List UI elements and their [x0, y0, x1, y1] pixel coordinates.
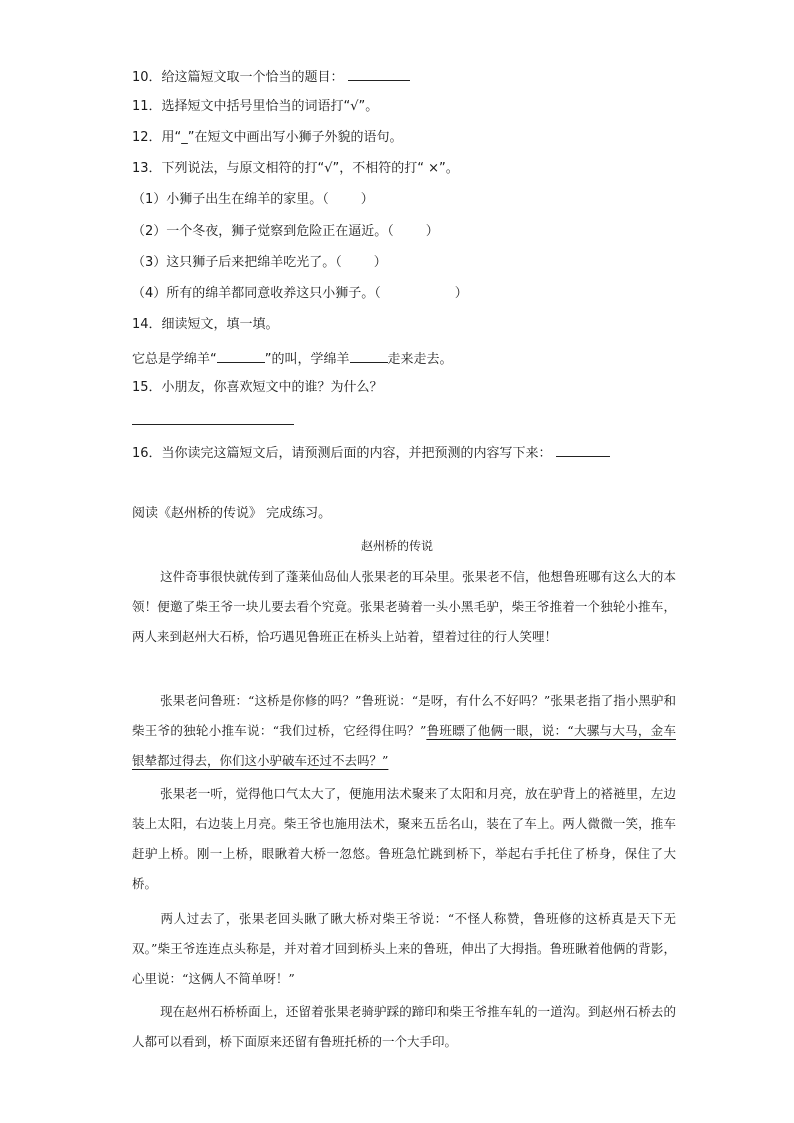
question-12: [132, 129, 403, 147]
item-text: （4）所有的绵羊都同意收养这只小狮子。（: [132, 286, 381, 301]
item-text: （1）小狮子出生在绵羊的家里。（: [132, 192, 329, 207]
question-13-item-2: （2）一个冬夜，狮子觉察到危险正在逼近。（ ）: [132, 224, 439, 239]
question-14-text: 14．细读短文，填一填。: [132, 317, 279, 332]
question-14: [132, 316, 279, 334]
question-13-item-4: （4）所有的绵羊都同意收养这只小狮子。（ ）: [132, 286, 468, 301]
answer-blank-q10[interactable]: [348, 66, 410, 81]
answer-blank-q16[interactable]: [556, 442, 610, 457]
question-13-item-1: （1）小狮子出生在绵羊的家里。（ ）: [132, 192, 374, 207]
question-11: [132, 98, 378, 116]
question-11-text: 11．选择短文中括号里恰当的词语打“√”。: [132, 99, 379, 114]
question-14-fill: 它总是学绵羊“ ”的叫，学绵羊 走来走去。: [132, 348, 453, 369]
question-13-text: 13．下列说法，与原文相符的打“√”，不相符的打“ ×”。: [132, 161, 459, 176]
answer-blank-q14-walk[interactable]: [350, 348, 388, 363]
reading-intro: [132, 505, 331, 523]
story-paragraph-2: 张果老问鲁班：“这桥是你修的吗？”鲁班说：“是呀，有什么不好吗？”张果老指了指小黑驴和柴王爷的独轮小推车说：“我们过桥，它经得住吗？”鲁班瞟了他俩一眼，说：“大骡与大马，金车银辇都过得去，你们这小驴破车还过不去吗？”: [132, 693, 676, 768]
story-paragraph-4: 两人过去了，张果老回头瞅了瞅大桥对柴王爷说：“不怪人称赞，鲁班修的这桥真是天下无双。”柴王爷连连点头称是，并对着才回到桥头上来的鲁班，伸出了大拇指。鲁班瞅着他俩的背影，心里说：“这俩人不简单呀！”: [132, 911, 676, 986]
question-16-text: 16．当你读完这篇短文后，请预测后面的内容，并把预测的内容写下来：: [132, 446, 552, 461]
reading-instruction: 阅读《赵州桥的传说》 完成练习。: [132, 506, 332, 521]
item-text: （3）这只狮子后来把绵羊吃光了。（: [132, 255, 342, 270]
question-13-item-3: （3）这只狮子后来把绵羊吃光了。（ ）: [132, 255, 387, 270]
question-10-text: 10．给这篇短文取一个恰当的题目：: [132, 70, 344, 85]
story-paragraph-1: 这件奇事很快就传到了蓬莱仙岛仙人张果老的耳朵里。张果老不信，他想鲁班哪有这么大的本领！便邀了柴王爷一块儿要去看个究竟。张果老骑着一头小黑毛驴，柴王爷推着一个独轮小推车，两人来到赵州大石桥，恰巧遇见鲁班正在桥头上站着，望着过往的行人笑哩！: [132, 569, 676, 644]
answer-blank-q14-sound[interactable]: [217, 348, 265, 363]
question-15-text: 15．小朋友，你喜欢短文中的谁？为什么？: [132, 380, 383, 395]
underlined-sentence: 鲁班瞟了他俩一眼，说：“大骡与大马，金车银辇都过得去，你们这小驴破车还过不去吗？”: [132, 723, 676, 768]
question-13: [132, 160, 459, 178]
story-title: 赵州桥的传说: [360, 539, 433, 553]
answer-line-q15[interactable]: [132, 424, 294, 425]
story-paragraph-3: 张果老一听，觉得他口气太大了，便施用法术聚来了太阳和月亮，放在驴背上的褡裢里，左边装上太阳，右边装上月亮。柴王爷也施用法术，聚来五岳名山，装在了车上。两人微微一笑，推车赶驴上桥。刚一上桥，眼瞅着大桥一忽悠。鲁班急忙跳到桥下，举起右手托住了桥身，保住了大桥。: [132, 786, 676, 891]
item-text: （2）一个冬夜，狮子觉察到危险正在逼近。（: [132, 224, 394, 239]
story-paragraph-5: 现在赵州石桥桥面上，还留着张果老骑驴踩的蹄印和柴王爷推车轧的一道沟。到赵州石桥去的人都可以看到，桥下面原来还留有鲁班托桥的一个大手印。: [132, 1004, 676, 1049]
question-12-text: 12．用“_”在短文中画出写小狮子外貌的语句。: [132, 130, 403, 145]
question-16: [132, 442, 610, 463]
question-10: [132, 66, 410, 87]
question-15: [132, 379, 383, 397]
